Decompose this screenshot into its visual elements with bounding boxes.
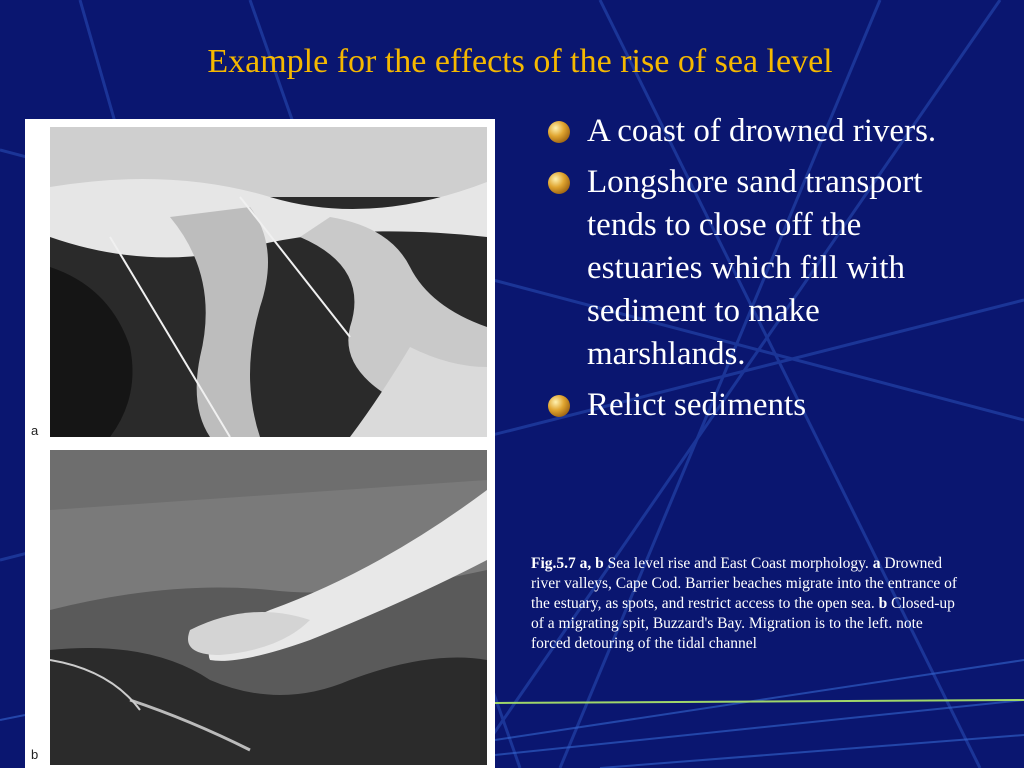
caption-a-text: Drowned river valleys, Cape Cod. Barrier beaches migrate into the entrance of the estuary, as spots, and restrict access to the open sea. bbox=[531, 555, 958, 612]
slide-title: Example for the effects of the rise of sea level bbox=[207, 43, 833, 80]
bullet-item bbox=[548, 110, 948, 153]
figure-caption bbox=[531, 554, 961, 654]
bullet-list bbox=[548, 110, 948, 435]
caption-a-marker: a bbox=[872, 555, 881, 572]
gold-sphere-icon bbox=[548, 121, 570, 143]
gold-sphere-icon bbox=[548, 172, 570, 194]
bullet-item bbox=[548, 161, 948, 376]
aerial-photo-drowned-rivers bbox=[50, 127, 487, 437]
caption-b-text: Closed-up of a migrating spit, Buzzard's Bay. Migration is to the left. note forced detouring of the tidal channel bbox=[531, 595, 955, 652]
bullet-text: Relict sediments bbox=[587, 387, 807, 423]
caption-b-marker: b bbox=[878, 595, 888, 612]
bullet-text: Longshore sand transport tends to close off the estuaries which fill with sediment to make marshlands. bbox=[587, 164, 923, 372]
figure-label-a: a bbox=[31, 423, 39, 438]
bullet-item bbox=[548, 384, 948, 427]
figure-panel bbox=[25, 119, 495, 768]
figure-label-b: b bbox=[31, 747, 39, 762]
gold-sphere-icon bbox=[548, 395, 570, 417]
bullet-text: A coast of drowned rivers. bbox=[587, 113, 937, 149]
caption-intro: Sea level rise and East Coast morphology. bbox=[603, 555, 873, 572]
caption-fig-ref: Fig.5.7 a, b bbox=[531, 555, 604, 572]
aerial-photo-migrating-spit bbox=[50, 450, 487, 765]
